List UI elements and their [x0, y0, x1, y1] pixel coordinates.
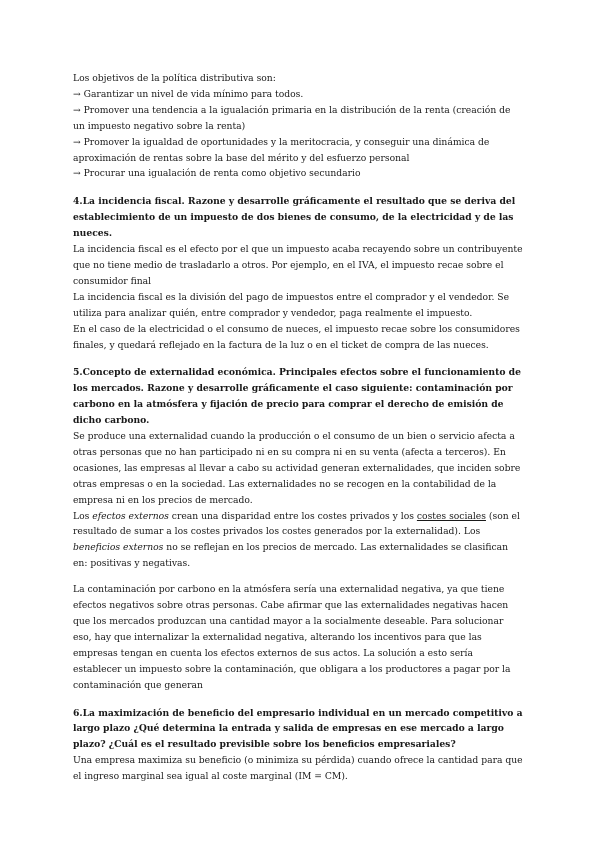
section-4 [73, 194, 523, 353]
section-5-heading: 5.Concepto de externalidad económica. Principales efectos sobre el funcionamiento de los mercados. Razone y desarrolle gráficamente el caso siguiente: contaminación por carbono en la atmósfera y fijación de precio para comprar el derecho de emisión de dicho carbono. [73, 367, 521, 427]
text-run: no se reflejan en los precios de mercado. Las externalidades se clasifican en: positivas y negativas. [73, 542, 509, 570]
text-run-italic: efectos externos [92, 510, 169, 522]
intro-item: → Garantizar un nivel de vida mínimo para todos. [73, 88, 304, 100]
intro-item: → Procurar una igualación de renta como objetivo secundario [73, 168, 361, 180]
section-6 [73, 706, 523, 786]
document-page [73, 71, 523, 785]
section-5-paragraph: Se produce una externalidad cuando la producción o el consumo de un bien o servicio afecta a otras personas que no han participado ni en su compra ni en su venta (afecta a terceros). En ocasiones, las empresas al llevar a cabo su actividad generan externalidades, que inciden sobre otras empresas o en la sociedad. Las externalidades no se recogen en la contabilidad de la empresa ni en los precios de mercado. [73, 431, 521, 506]
section-5-paragraph-externalities [73, 509, 523, 573]
intro-item: → Promover la igualdad de oportunidades y la meritocracia, y conseguir una dinámica de aproximación de rentas sobre la base del mérito y del esfuerzo personal [73, 136, 490, 164]
section-6-paragraph: Una empresa maximiza su beneficio (o minimiza su pérdida) cuando ofrece la cantidad para que el ingreso marginal sea igual al coste marginal (IM = CM). [73, 755, 523, 783]
section-4-paragraph: La incidencia fiscal es la división del pago de impuestos entre el comprador y el vendedor. Se utiliza para analizar quién, entre comprador y vendedor, paga realmente el impuesto. [73, 291, 510, 319]
intro-item: → Promover una tendencia a la igualación primaria en la distribución de la renta (creación de un impuesto negativo sobre la renta) [73, 104, 511, 132]
text-run: Los [73, 510, 93, 522]
intro-section [73, 71, 523, 182]
section-4-paragraph: La incidencia fiscal es el efecto por el que un impuesto acaba recayendo sobre un contribuyente que no tiene medio de trasladarlo a otros. Por ejemplo, en el IVA, el impuesto recae sobre el consumidor final [73, 244, 523, 287]
text-run-underlined: costes sociales [416, 510, 486, 522]
text-run: crean una disparidad entre los costes privados y los [168, 510, 417, 522]
section-4-paragraph: En el caso de la electricidad o el consumo de nueces, el impuesto recae sobre los consumidores finales, y quedará reflejado en la factura de la luz o en el ticket de compra de las nueces. [73, 323, 520, 351]
intro-title: Los objetivos de la política distributiva son: [73, 73, 276, 84]
section-5 [73, 365, 523, 693]
section-5-paragraph: La contaminación por carbono en la atmósfera sería una externalidad negativa, ya que tiene efectos negativos sobre otras personas. Cabe afirmar que las externalidades negativas hacen que los mercados produzcan una cantidad mayor a la socialmente deseable. Para solucionar eso, hay que internalizar la externalidad negativa, alterando los incentivos para que las empresas tengan en cuenta los efectos externos de sus actos. La solución a esto sería establecer un impuesto sobre la contaminación, que obligara a los productores a pagar por la contaminación que generan [73, 584, 511, 691]
section-6-heading: 6.La maximización de beneficio del empresario individual en un mercado competitivo a largo plazo ¿Qué determina la entrada y salida de empresas en ese mercado a largo plazo? ¿Cuál es el resultado previsible sobre los beneficios empresariales? [73, 707, 523, 751]
section-4-heading: 4.La incidencia fiscal. Razone y desarrolle gráficamente el resultado que se deriva del establecimiento de un impuesto de dos bienes de consumo, de la electricidad y de las nueces. [73, 196, 516, 240]
text-run-italic: beneficios externos [73, 542, 164, 554]
text-run: (son el resultado de sumar a los costes privados los costes generados por la externalidad). Los [73, 510, 520, 538]
